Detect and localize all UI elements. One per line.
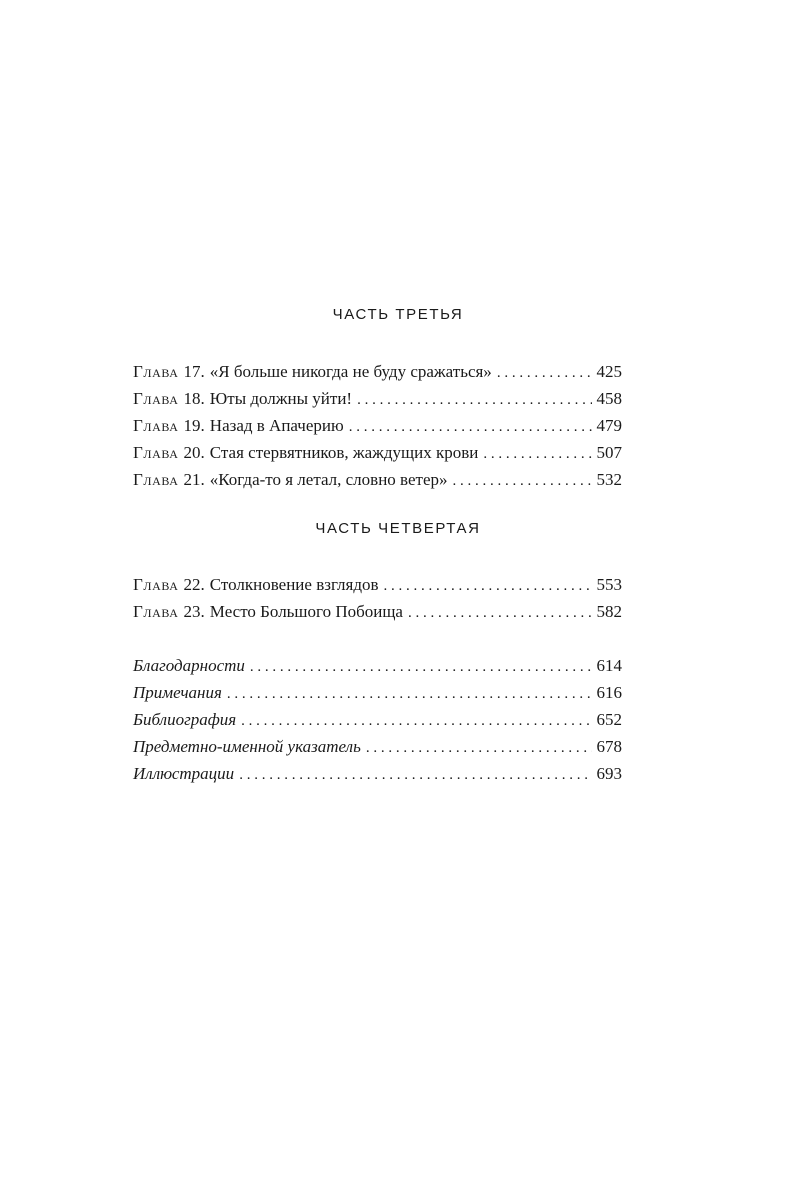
toc-entry-chapter-17[interactable] <box>133 358 622 385</box>
dot-leader <box>250 654 592 681</box>
chapter-title: Стая стервятников, жаждущих крови <box>209 443 479 462</box>
page-number: 553 <box>596 575 622 594</box>
chapter-word: Глава <box>133 602 179 621</box>
chapter-number: 18. <box>183 389 205 408</box>
chapter-word: Глава <box>133 389 179 408</box>
page-number: 678 <box>596 737 622 756</box>
page-number: 507 <box>596 443 622 462</box>
chapter-title: Столкновение взглядов <box>209 575 379 594</box>
toc-entry-chapter-18[interactable] <box>133 385 622 412</box>
part-four-chapter-list <box>133 571 622 625</box>
page-number: 614 <box>596 656 622 675</box>
chapter-number: 17. <box>183 362 205 381</box>
chapter-number: 20. <box>183 443 205 462</box>
toc-entry-chapter-20[interactable] <box>133 439 622 466</box>
dot-leader <box>241 708 591 735</box>
dot-leader <box>366 735 592 762</box>
section-title: Предметно-именной указатель <box>133 737 361 756</box>
chapter-title: «Когда-то я летал, словно ветер» <box>209 470 448 489</box>
dot-leader <box>357 387 591 414</box>
toc-entry-illustrations[interactable] <box>133 760 622 787</box>
toc-entry-acknowledgements[interactable] <box>133 652 622 679</box>
dot-leader <box>227 681 592 708</box>
page-number: 425 <box>596 362 622 381</box>
chapter-number: 19. <box>183 416 205 435</box>
page-number: 582 <box>596 602 622 621</box>
toc-entry-index[interactable] <box>133 733 622 760</box>
chapter-title: «Я больше никогда не буду сражаться» <box>209 362 492 381</box>
chapter-title: Назад в Апачерию <box>209 416 344 435</box>
dot-leader <box>453 468 592 495</box>
toc-entry-chapter-22[interactable] <box>133 571 622 598</box>
page-number: 693 <box>596 764 622 783</box>
chapter-word: Глава <box>133 470 179 489</box>
page-number: 479 <box>596 416 622 435</box>
page-number: 652 <box>596 710 622 729</box>
dot-leader <box>408 600 592 627</box>
dot-leader <box>239 762 591 789</box>
section-title: Библиография <box>133 710 237 729</box>
page-number: 532 <box>596 470 622 489</box>
dot-leader <box>497 360 592 387</box>
dot-leader <box>384 573 592 600</box>
page-number: 458 <box>596 389 622 408</box>
chapter-number: 22. <box>183 575 205 594</box>
page-number: 616 <box>596 683 622 702</box>
chapter-word: Глава <box>133 362 179 381</box>
section-title: Иллюстрации <box>133 764 235 783</box>
chapter-title: Место Большого Побоища <box>209 602 403 621</box>
chapter-title: Юты должны уйти! <box>209 389 353 408</box>
chapter-word: Глава <box>133 575 179 594</box>
part-three-heading: ЧАСТЬ ТРЕТЬЯ <box>332 306 464 323</box>
chapter-word: Глава <box>133 443 179 462</box>
section-title: Примечания <box>133 683 222 702</box>
back-matter-list <box>133 652 622 787</box>
section-title: Благодарности <box>133 656 245 675</box>
chapter-number: 23. <box>183 602 205 621</box>
toc-entry-chapter-23[interactable] <box>133 598 622 625</box>
toc-entry-notes[interactable] <box>133 679 622 706</box>
part-three-chapter-list <box>133 358 622 493</box>
dot-leader <box>483 441 591 468</box>
toc-entry-bibliography[interactable] <box>133 706 622 733</box>
part-four-heading: ЧАСТЬ ЧЕТВЕРТАЯ <box>315 520 481 537</box>
chapter-number: 21. <box>183 470 205 489</box>
dot-leader <box>349 414 592 441</box>
toc-entry-chapter-21[interactable] <box>133 466 622 493</box>
toc-entry-chapter-19[interactable] <box>133 412 622 439</box>
chapter-word: Глава <box>133 416 179 435</box>
